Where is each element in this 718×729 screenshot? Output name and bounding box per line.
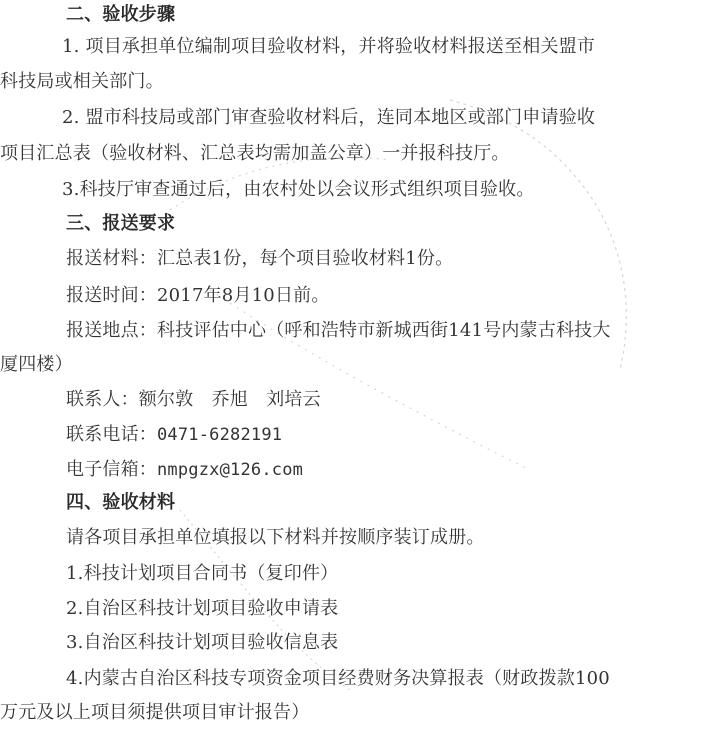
contact-phone-number: 0471-6282191 xyxy=(157,425,283,445)
contact-phone-label: 联系电话： xyxy=(66,424,157,445)
section-heading-submission-requirements: 三、报送要求 xyxy=(66,213,176,234)
section-heading-acceptance-materials: 四、验收材料 xyxy=(66,492,176,513)
section-heading-acceptance-steps: 二、验收步骤 xyxy=(66,4,176,25)
contact-email-row xyxy=(66,457,303,483)
step-2-line-2: 项目汇总表（验收材料、汇总表均需加盖公章）一并报科技厅。 xyxy=(0,143,510,164)
contact-phone-row xyxy=(66,422,282,448)
step-2-line-1: 2. 盟市科技局或部门审查验收材料后，连同本地区或部门申请验收 xyxy=(62,107,596,128)
step-1-line-2: 科技局或相关部门。 xyxy=(0,71,164,92)
submission-materials: 报送材料：汇总表1份，每个项目验收材料1份。 xyxy=(66,248,454,269)
contact-email-address: nmpgzx@126.com xyxy=(157,460,304,480)
material-item-4-line-1: 4.内蒙古自治区科技专项资金项目经费财务决算报表（财政拨款100 xyxy=(66,668,610,689)
submission-address-line-2: 厦四楼） xyxy=(0,354,73,375)
submission-address-line-1: 报送地点：科技评估中心（呼和浩特市新城西街141号内蒙古科技大 xyxy=(66,320,611,341)
material-item-3: 3.自治区科技计划项目验收信息表 xyxy=(66,632,339,653)
materials-intro: 请各项目承担单位填报以下材料并按顺序装订成册。 xyxy=(66,527,485,548)
step-1-line-1: 1. 项目承担单位编制项目验收材料，并将验收材料报送至相关盟市 xyxy=(62,36,596,57)
material-item-1: 1.科技计划项目合同书（复印件） xyxy=(66,563,339,584)
contact-persons: 联系人：额尔敦 乔旭 刘培云 xyxy=(66,389,321,410)
submission-time: 报送时间：2017年8月10日前。 xyxy=(66,285,330,306)
contact-email-label: 电子信箱： xyxy=(66,459,157,480)
material-item-4-line-2: 万元及以上项目须提供项目审计报告） xyxy=(0,702,310,723)
material-item-2: 2.自治区科技计划项目验收申请表 xyxy=(66,598,339,619)
step-3-line: 3.科技厅审查通过后，由农村处以会议形式组织项目验收。 xyxy=(62,179,535,200)
